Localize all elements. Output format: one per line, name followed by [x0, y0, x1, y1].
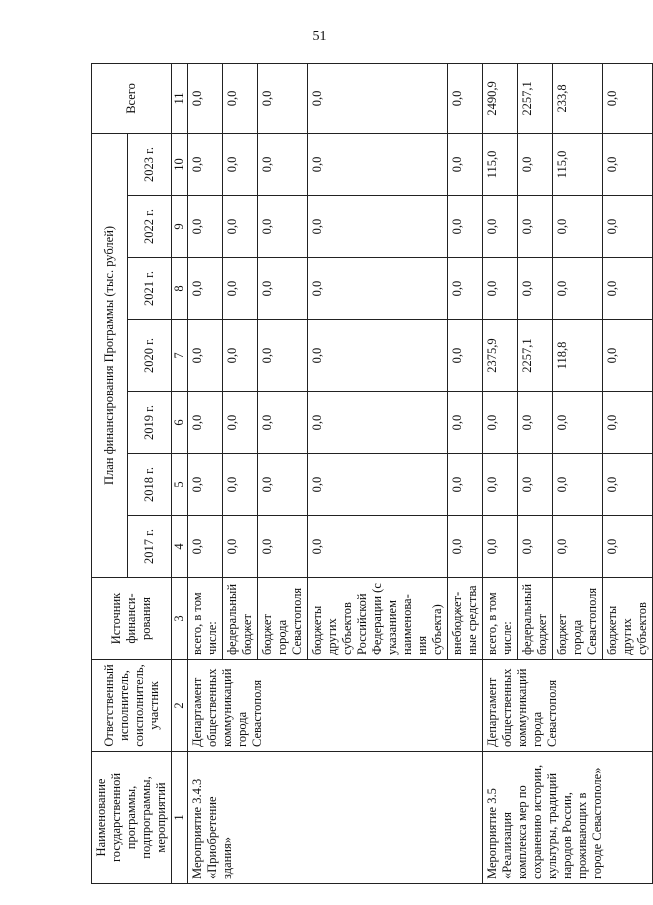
column-number: 8: [172, 258, 188, 320]
value-cell: 0,0: [223, 454, 258, 516]
header-total: Всего: [92, 63, 172, 133]
column-number: 3: [172, 578, 188, 660]
value-cell: 0,0: [188, 133, 223, 195]
header-year: 2019 г.: [127, 392, 171, 454]
value-cell: 0,0: [518, 454, 553, 516]
funding-source: бюджеты других субъектов Российской Федерации (с указанием наименова-ния субъекта): [308, 578, 448, 660]
value-cell: 0,0: [223, 320, 258, 392]
value-cell: 0,0: [258, 516, 308, 578]
activity-name: Мероприятие 3.4.3 «Приобретение здания»: [188, 752, 483, 884]
value-cell: 2257,1: [518, 63, 553, 133]
activity-name: Мероприятие 3.5 «Реализация комплекса мер по сохранению истории, культуры, традиций народов России, проживающих в городе Севастополе»: [483, 752, 653, 884]
funding-source: федеральный бюджет: [518, 578, 553, 660]
value-cell: 0,0: [483, 258, 518, 320]
value-cell: 0,0: [448, 63, 483, 133]
value-cell: 0,0: [603, 133, 653, 195]
value-cell: 0,0: [308, 258, 448, 320]
funding-source: федеральный бюджет: [223, 578, 258, 660]
value-cell: 0,0: [308, 133, 448, 195]
value-cell: 0,0: [308, 320, 448, 392]
header-year: 2021 г.: [127, 258, 171, 320]
value-cell: 0,0: [553, 454, 603, 516]
funding-source: всего, в том числе:: [188, 578, 223, 660]
table-row: [483, 63, 518, 883]
value-cell: 2375,9: [483, 320, 518, 392]
value-cell: 0,0: [258, 63, 308, 133]
value-cell: 0,0: [308, 454, 448, 516]
value-cell: 0,0: [188, 516, 223, 578]
value-cell: 0,0: [188, 454, 223, 516]
header-source: Источник финанси-рования: [92, 578, 172, 660]
value-cell: 0,0: [258, 320, 308, 392]
table-row: [188, 63, 223, 883]
value-cell: 0,0: [448, 392, 483, 454]
column-number: 7: [172, 320, 188, 392]
value-cell: 0,0: [448, 133, 483, 195]
value-cell: 0,0: [553, 258, 603, 320]
value-cell: 0,0: [223, 392, 258, 454]
funding-source: бюджет города Севастополя: [258, 578, 308, 660]
value-cell: 0,0: [483, 392, 518, 454]
value-cell: 0,0: [553, 196, 603, 258]
value-cell: 0,0: [223, 63, 258, 133]
column-number: 11: [172, 63, 188, 133]
header-year: 2020 г.: [127, 320, 171, 392]
value-cell: 118,8: [553, 320, 603, 392]
value-cell: 0,0: [448, 258, 483, 320]
value-cell: 0,0: [223, 516, 258, 578]
value-cell: 0,0: [223, 133, 258, 195]
value-cell: 0,0: [308, 63, 448, 133]
column-number: 6: [172, 392, 188, 454]
value-cell: 0,0: [603, 454, 653, 516]
value-cell: 0,0: [308, 392, 448, 454]
header-name: Наименование государственной программы, подпрограммы, мероприятий: [92, 752, 172, 884]
value-cell: 233,8: [553, 63, 603, 133]
page-number: 51: [312, 29, 327, 44]
value-cell: 115,0: [483, 133, 518, 195]
column-number: 10: [172, 133, 188, 195]
value-cell: 0,0: [603, 392, 653, 454]
financing-table: [91, 63, 653, 884]
value-cell: 0,0: [448, 196, 483, 258]
column-number: 5: [172, 454, 188, 516]
value-cell: 0,0: [603, 196, 653, 258]
value-cell: 0,0: [553, 392, 603, 454]
value-cell: 0,0: [483, 196, 518, 258]
header-executor: Ответственный исполнитель, соисполнитель, участник: [92, 660, 172, 752]
value-cell: 0,0: [448, 454, 483, 516]
header-year: 2022 г.: [127, 196, 171, 258]
funding-source: всего, в том числе:: [483, 578, 518, 660]
header-year: 2017 г.: [127, 516, 171, 578]
value-cell: 0,0: [518, 258, 553, 320]
value-cell: 2490,9: [483, 63, 518, 133]
value-cell: 0,0: [603, 320, 653, 392]
column-number: 9: [172, 196, 188, 258]
value-cell: 0,0: [258, 392, 308, 454]
value-cell: 0,0: [483, 454, 518, 516]
value-cell: 2257,1: [518, 320, 553, 392]
value-cell: 0,0: [188, 258, 223, 320]
value-cell: 0,0: [448, 320, 483, 392]
column-number: 2: [172, 660, 188, 752]
executor-name: Департамент общественных коммуникаций города Севастополя: [188, 660, 483, 752]
value-cell: 0,0: [603, 63, 653, 133]
value-cell: 0,0: [258, 454, 308, 516]
value-cell: 0,0: [223, 258, 258, 320]
value-cell: 115,0: [553, 133, 603, 195]
value-cell: 0,0: [258, 258, 308, 320]
value-cell: 0,0: [258, 133, 308, 195]
value-cell: 0,0: [308, 196, 448, 258]
executor-name: Департамент общественных коммуникаций города Севастополя: [483, 660, 653, 752]
value-cell: 0,0: [188, 392, 223, 454]
value-cell: 0,0: [518, 516, 553, 578]
value-cell: 0,0: [308, 516, 448, 578]
value-cell: 0,0: [603, 258, 653, 320]
header-year: 2018 г.: [127, 454, 171, 516]
value-cell: 0,0: [188, 196, 223, 258]
value-cell: 0,0: [518, 196, 553, 258]
value-cell: 0,0: [448, 516, 483, 578]
value-cell: 0,0: [518, 392, 553, 454]
value-cell: 0,0: [483, 516, 518, 578]
value-cell: 0,0: [258, 196, 308, 258]
value-cell: 0,0: [188, 63, 223, 133]
header-year: 2023 г.: [127, 133, 171, 195]
value-cell: 0,0: [518, 133, 553, 195]
value-cell: 0,0: [188, 320, 223, 392]
value-cell: 0,0: [553, 516, 603, 578]
funding-source: бюджет города Севастополя: [553, 578, 603, 660]
column-number: 1: [172, 752, 188, 884]
value-cell: 0,0: [603, 516, 653, 578]
value-cell: 0,0: [223, 196, 258, 258]
column-number: 4: [172, 516, 188, 578]
funding-source: внебюджет-ные средства: [448, 578, 483, 660]
rotated-table-container: [91, 64, 649, 884]
header-plan: План финансирования Программы (тыс. рублей): [92, 133, 128, 577]
funding-source: бюджеты других субъектов: [603, 578, 653, 660]
